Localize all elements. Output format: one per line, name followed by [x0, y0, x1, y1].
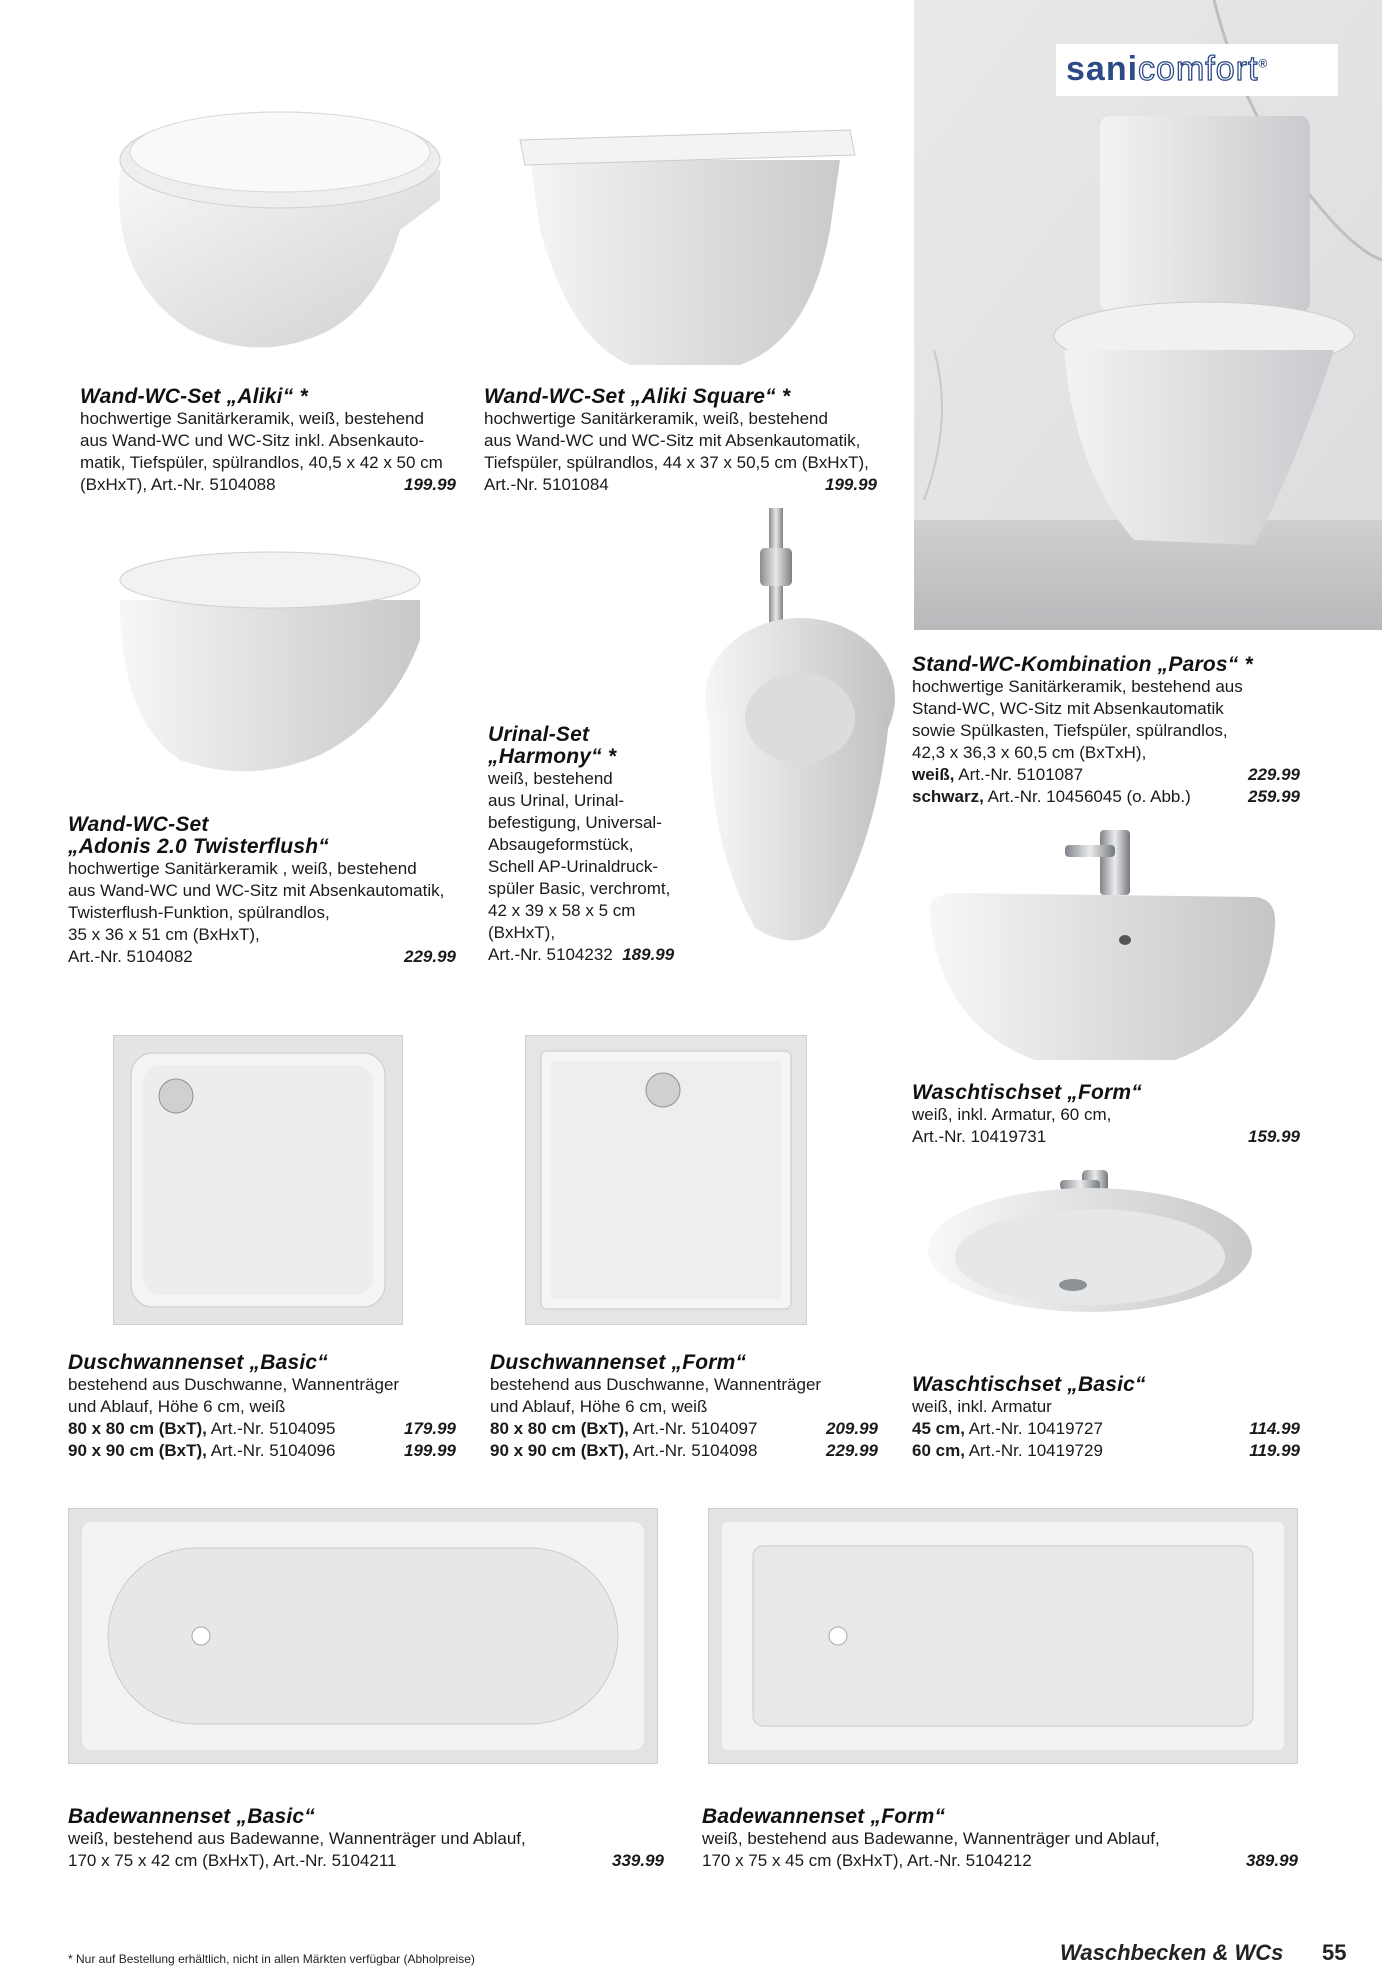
desc-line: Stand-WC, WC-Sitz mit Absenkautomatik — [912, 699, 1224, 718]
price: 229.99 — [404, 947, 456, 966]
product-paros — [912, 654, 1300, 808]
product-title: Stand-WC-Kombination „Paros“ * — [912, 653, 1253, 676]
desc-line: weiß, inkl. Armatur, 60 cm, — [912, 1105, 1112, 1124]
product-waschtisch-basic — [912, 1374, 1300, 1462]
aliki-square-wc-image — [510, 110, 870, 370]
product-title: Duschwannenset „Basic“ — [68, 1351, 328, 1374]
desc-line: weiß, bestehend aus Badewanne, Wannenträger und Ablauf, — [68, 1829, 526, 1848]
desc-line: aus Wand-WC und WC-Sitz inkl. Absenkauto- — [80, 431, 425, 450]
article-number: Art.-Nr. 5101087 — [954, 765, 1084, 784]
article-number: Art.-Nr. 5104095 — [206, 1419, 336, 1438]
desc-line: sowie Spülkasten, Tiefspüler, spülrandlos, — [912, 721, 1228, 740]
desc-line: bestehend aus Duschwanne, Wannenträger — [68, 1375, 400, 1394]
variant-label: 80 x 80 cm (BxT), — [490, 1419, 629, 1438]
article-number: Art.-Nr. 5104098 — [628, 1441, 758, 1460]
product-title: Wand-WC-Set — [68, 813, 209, 836]
product-badewanne-form — [702, 1806, 1298, 1872]
variant-label: 90 x 90 cm (BxT), — [490, 1441, 629, 1460]
desc-line: Tiefspüler, spülrandlos, 44 x 37 x 50,5 cm (BxHxT), — [484, 453, 869, 472]
desc-line: aus Wand-WC und WC-Sitz mit Absenkautomatik, — [68, 881, 445, 900]
desc-line: Twisterflush-Funktion, spülrandlos, — [68, 903, 330, 922]
duschwanne-basic-image — [113, 1035, 403, 1325]
price: 339.99 — [612, 1851, 664, 1870]
product-title: Urinal-Set — [488, 723, 590, 746]
product-title: Badewannenset „Basic“ — [68, 1805, 315, 1828]
article-number: 170 x 75 x 42 cm (BxHxT), Art.-Nr. 5104211 — [68, 1851, 397, 1870]
product-title: Waschtischset „Form“ — [912, 1081, 1143, 1104]
desc-line: spüler Basic, verchromt, — [488, 879, 671, 898]
product-title: Badewannenset „Form“ — [702, 1805, 946, 1828]
logo-text-a: sani — [1066, 50, 1139, 88]
variant-label: 45 cm, — [912, 1419, 965, 1438]
desc-line: befestigung, Universal- — [488, 813, 662, 832]
product-title: Wand-WC-Set „Aliki Square“ * — [484, 385, 791, 408]
logo-reg: ® — [1258, 56, 1269, 71]
desc-line: hochwertige Sanitärkeramik, weiß, bestehend — [484, 409, 828, 428]
desc-line: weiß, bestehend — [488, 769, 613, 788]
desc-line: bestehend aus Duschwanne, Wannenträger — [490, 1375, 822, 1394]
logo-text-b: comfort — [1138, 50, 1259, 88]
variant-label: 80 x 80 cm (BxT), — [68, 1419, 207, 1438]
price: 229.99 — [826, 1441, 878, 1460]
article-number: Art.-Nr. 10419731 — [912, 1127, 1047, 1146]
badewanne-form-image — [708, 1508, 1298, 1764]
footnote: * Nur auf Bestellung erhältlich, nicht in allen Märkten verfügbar (Abholpreise) — [68, 1952, 475, 1966]
article-number: Art.-Nr. 5104096 — [206, 1441, 336, 1460]
price: 209.99 — [826, 1419, 878, 1438]
price: 389.99 — [1246, 1851, 1298, 1870]
desc-line: und Ablauf, Höhe 6 cm, weiß — [68, 1397, 286, 1416]
product-duschwanne-basic — [68, 1352, 456, 1462]
sanicomfort-logo — [1056, 44, 1338, 96]
adonis-wc-image — [110, 540, 430, 780]
product-title: „Harmony“ * — [488, 745, 617, 768]
product-waschtisch-form — [912, 1082, 1300, 1148]
desc-line: hochwertige Sanitärkeramik , weiß, bestehend — [68, 859, 417, 878]
desc-line: Schell AP-Urinaldruck- — [488, 857, 659, 876]
article-number: 170 x 75 x 45 cm (BxHxT), Art.-Nr. 5104212 — [702, 1851, 1032, 1870]
product-title: Wand-WC-Set „Aliki“ * — [80, 385, 308, 408]
price: 199.99 — [404, 475, 456, 494]
product-aliki-square — [484, 386, 877, 496]
article-number: (BxHxT), Art.-Nr. 5104088 — [80, 475, 276, 494]
variant-label: schwarz, — [912, 787, 984, 806]
product-title: Duschwannenset „Form“ — [490, 1351, 747, 1374]
price: 119.99 — [1249, 1441, 1300, 1460]
product-title: Waschtischset „Basic“ — [912, 1373, 1146, 1396]
article-number: Art.-Nr. 10419727 — [964, 1419, 1103, 1438]
article-number: Art.-Nr. 5101084 — [484, 475, 609, 494]
desc-line: matik, Tiefspüler, spülrandlos, 40,5 x 42 x 50 cm — [80, 453, 443, 472]
desc-line: weiß, bestehend aus Badewanne, Wannenträger und Ablauf, — [702, 1829, 1160, 1848]
desc-line: hochwertige Sanitärkeramik, weiß, bestehend — [80, 409, 424, 428]
price: 159.99 — [1248, 1127, 1300, 1146]
product-title: „Adonis 2.0 Twisterflush“ — [68, 835, 329, 858]
product-badewanne-basic — [68, 1806, 664, 1872]
desc-line: 42,3 x 36,3 x 60,5 cm (BxTxH), — [912, 743, 1147, 762]
price: 229.99 — [1248, 765, 1300, 784]
product-aliki — [80, 386, 456, 496]
page-number: 55 — [1322, 1940, 1347, 1965]
desc-line: Absaugeformstück, — [488, 835, 634, 854]
product-harmony — [488, 724, 688, 966]
variant-label: 60 cm, — [912, 1441, 965, 1460]
desc-line: aus Wand-WC und WC-Sitz mit Absenkautomatik, — [484, 431, 861, 450]
price: 189.99 — [622, 945, 675, 964]
product-duschwanne-form — [490, 1352, 878, 1462]
desc-line: weiß, inkl. Armatur — [912, 1397, 1052, 1416]
desc-line: hochwertige Sanitärkeramik, bestehend aus — [912, 677, 1243, 696]
badewanne-basic-image — [68, 1508, 658, 1764]
waschtisch-basic-image — [925, 1165, 1255, 1315]
desc-line: (BxHxT), — [488, 923, 556, 942]
price: 259.99 — [1248, 787, 1300, 806]
variant-label: weiß, — [912, 765, 955, 784]
article-number: Art.-Nr. 10456045 (o. Abb.) — [983, 787, 1191, 806]
section-title: Waschbecken & WCs — [1060, 1940, 1284, 1965]
waschtisch-form-image — [925, 825, 1280, 1075]
price: 199.99 — [825, 475, 877, 494]
duschwanne-form-image — [525, 1035, 807, 1325]
product-adonis — [68, 814, 456, 968]
variant-label: 90 x 90 cm (BxT), — [68, 1441, 207, 1460]
desc-line: aus Urinal, Urinal- — [488, 791, 625, 810]
price: 179.99 — [404, 1419, 456, 1438]
article-number: Art.-Nr. 5104082 — [68, 947, 193, 966]
price: 199.99 — [404, 1441, 456, 1460]
price: 114.99 — [1249, 1419, 1300, 1438]
article-number: Art.-Nr. 10419729 — [964, 1441, 1103, 1460]
article-number: Art.-Nr. 5104232 — [488, 945, 613, 964]
desc-line: 42 x 39 x 58 x 5 cm — [488, 901, 636, 920]
desc-line: 35 x 36 x 51 cm (BxHxT), — [68, 925, 260, 944]
harmony-urinal-image — [665, 508, 895, 953]
aliki-wc-image — [100, 80, 460, 360]
article-number: Art.-Nr. 5104097 — [628, 1419, 758, 1438]
desc-line: und Ablauf, Höhe 6 cm, weiß — [490, 1397, 708, 1416]
